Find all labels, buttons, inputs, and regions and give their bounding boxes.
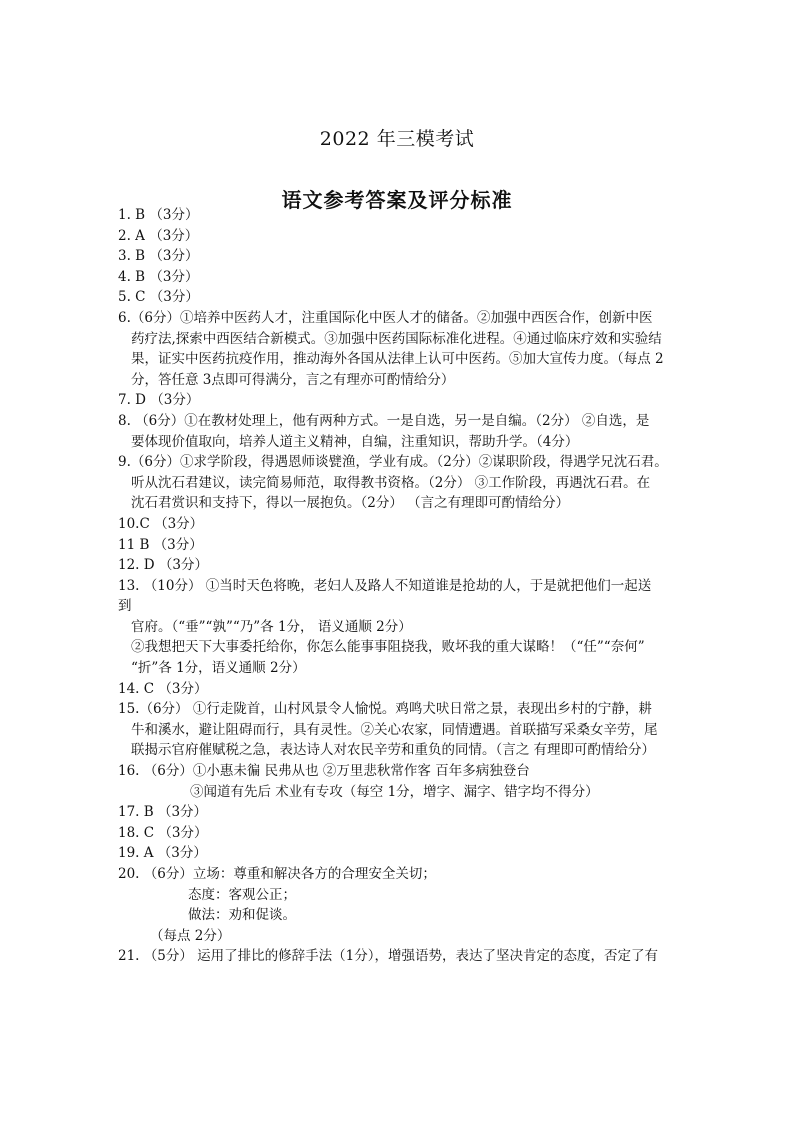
exam-title: 2022 年三模考试	[319, 128, 475, 150]
answer-line: 联揭示官府催赋税之急，表达诗人对农民辛劳和重负的同情。（言之 有理即可酌情给分）	[131, 742, 656, 759]
answer-line: 20. （6分）立场：尊重和解决各方的合理安全关切；	[118, 866, 436, 882]
answer-line: 7. D （3分）	[118, 392, 200, 409]
answer-line: 要体现价值取向，培养人道主义精神，自编，注重知识，帮助升学。（4分）	[131, 433, 579, 450]
answer-line: 牛和溪水，避让阻碍而行，具有灵性。②关心农家，同情遭遇。首联描写采桑女辛劳，尾	[131, 721, 658, 738]
document-subtitle: 语文参考答案及评分标准	[281, 188, 513, 212]
answer-line: 6.（6分）①培养中医药人才，注重国际化中医人才的储备。②加强中西医合作，创新中医	[118, 309, 653, 326]
answer-line: 做法：劝和促谈。	[188, 907, 296, 924]
answer-line: 3. B （3分）	[118, 248, 199, 265]
answer-line: ③闻道有先后 术业有专攻（每空 1分，增字、漏字、错字均不得分）	[190, 783, 599, 800]
answer-line: 官府。（“垂”“孰”“乃”各 1分， 语义通顺 2分）	[131, 618, 412, 635]
answer-line: 13. （10分） ①当时天色将晚，老妇人及路人不知道谁是抢劫的人，于是就把他们一起送	[118, 577, 652, 594]
answer-line: 19. A （3分）	[118, 845, 207, 862]
answer-line: 1. B （3分）	[118, 207, 199, 223]
answer-line: ②我想把天下大事委托给你，你怎么能事事阻挠我，败坏我的重大谋略！（“任”“奈何”	[131, 639, 645, 656]
answer-line: 分，答任意 3点即可得满分，言之有理亦可酌情给分）	[131, 371, 455, 388]
answer-line: 17. B （3分）	[118, 804, 208, 821]
answer-line: 2. A （3分）	[118, 227, 199, 244]
answer-line: 态度：客观公正；	[188, 886, 296, 903]
answer-line: 果，证实中医药抗疫作用，推动海外各国从法律上认可中医药。⑤加大宣传力度。（每点 2	[131, 351, 664, 368]
answer-line: 10.C （3分）	[118, 515, 204, 532]
answer-line: “折”各 1分，语义通顺 2分）	[131, 660, 306, 677]
answer-line: 21. （5分） 运用了排比的修辞手法（1分），增强语势，表达了坚决肯定的态度，否定了有	[118, 948, 658, 965]
answer-line: 12. D （3分）	[118, 557, 208, 574]
answer-line: 到	[118, 598, 132, 615]
answer-line: 听从沈石君建议，读完简易师范，取得教书资格。（2分） ③工作阶段，再遇沈石君。在	[131, 474, 651, 491]
answer-line: 药疗法,探索中西医结合新模式。③加强中医药国际标准化进程。④通过临床疗效和实验结	[131, 330, 662, 347]
answer-line: 沈石君赏识和支持下，得以一展抱负。（2分） （言之有理即可酌情给分）	[131, 495, 570, 512]
answer-line: 11 B （3分）	[118, 536, 203, 553]
answer-list	[118, 205, 683, 967]
answer-line: 18. C （3分）	[118, 824, 208, 841]
answer-line: 16. （6分）①小惠未徧 民弗从也 ②万里悲秋常作客 百年多病独登台	[118, 763, 530, 780]
answer-line: 9.（6分）①求学阶段，得遇恩师谈甓渔，学业有成。（2分）②谋职阶段，得遇学兄沈石君。	[118, 454, 668, 471]
answer-line: 8. （6分）①在教材处理上，他有两种方式。一是自选，另一是自编。（2分） ②自选，是	[118, 412, 650, 429]
answer-line: 5. C （3分）	[118, 289, 199, 306]
answer-line: 14. C （3分）	[118, 680, 208, 697]
answer-line: 4. B （3分）	[118, 268, 199, 285]
answer-line: （每点 2分）	[150, 927, 231, 944]
answer-line: 15.（6分） ①行走陇首，山村风景令人愉悦。鸡鸣犬吠日常之景，表现出乡村的宁静，耕	[118, 701, 652, 718]
